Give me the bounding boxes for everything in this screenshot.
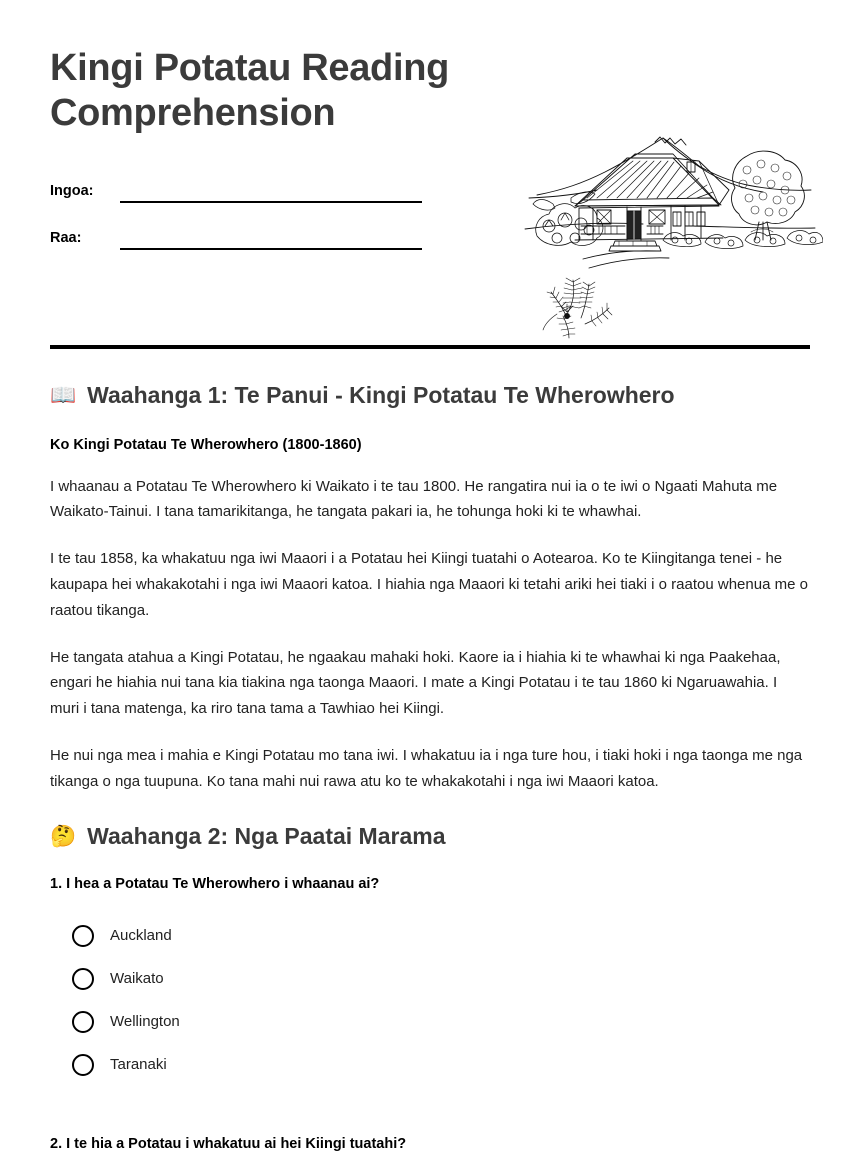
question-1-text: 1. I hea a Potatau Te Wherowhero i whaanau ai? [50,876,380,893]
name-field-label: Ingoa: [50,182,94,199]
passage-paragraph-1: I whaanau a Potatau Te Wherowhero ki Waikato i te tau 1800. He rangatira nui ia o te iwi o Ngaati Mahuta me Waikato-Tainui. I tana tamarikitanga, he tangata pakari ia, he tohunga hoki ki te whawhai. [50,477,778,521]
date-field-input-line[interactable] [120,247,422,250]
worksheet-content [50,382,810,1174]
option-label: Auckland [110,927,172,945]
thinking-face-icon: 🤔 [50,824,77,848]
radio-button-icon[interactable] [72,1054,94,1076]
section-1-heading-text: Waahanga 1: Te Panui - Kingi Potatau Te Wherowhero [87,382,675,408]
option-taranaki[interactable] [72,1043,810,1086]
radio-button-icon[interactable] [72,925,94,947]
option-waikato[interactable] [72,957,810,1000]
radio-button-icon[interactable] [72,1011,94,1033]
option-label: Waikato [110,970,164,988]
radio-button-icon[interactable] [72,968,94,990]
open-book-icon: 📖 [50,384,77,408]
option-wellington[interactable] [72,1000,810,1043]
date-field-row [50,205,422,252]
question-2-text: 2. I te hia a Potatau i whakatuu ai hei Kiingi tuatahi? [50,1136,407,1153]
date-field-label: Raa: [50,229,82,246]
passage-paragraph-3: He tangata atahua a Kingi Potatau, he ngaakau mahaki hoki. Kaore ia i hiahia ki te whawhai ki nga Paakehaa, engari he hiahia nui tana kia tiakina nga taonga Maaori. I mate a Kingi Potatau i te tau 1860 ki Ngaruawahia. I muri i tana matenga, ka riro tana tama a Tawhiao hei Kiingi. [50,648,781,718]
option-label: Taranaki [110,1056,167,1074]
passage-paragraph-4: He nui nga mea i mahia e Kingi Potatau mo tana iwi. I whakatuu ia i nga ture hou, i tiaki hoki i nga taonga me nga tikanga o nga tuupuna. Ko tana mahi nui rawa atu ko te whakakotahi i nga iwi Maaori katoa. [50,746,803,790]
section-1-heading [50,382,810,410]
option-auckland[interactable] [72,914,810,957]
section-2-heading-text: Waahanga 2: Nga Paatai Marama [87,822,446,849]
section-2-heading [50,823,810,851]
student-info-fields [50,158,422,252]
name-field-input-line[interactable] [120,200,422,203]
wharenui-illustration [523,128,823,343]
question-1-options [72,914,810,1086]
page-title: Kingi Potatau Reading Comprehension [50,47,450,134]
passage-subheading: Ko Kingi Potatau Te Wherowhero (1800-1860) [50,436,362,453]
name-field-row [50,158,422,205]
passage-paragraph-2: I te tau 1858, ka whakatuu nga iwi Maaori i a Potatau hei Kiingi tuatahi o Aotearoa. Ko te Kiingitanga tenei - he kaupapa hei whakakotahi i nga iwi Maaori katoa. I hiahia nga Maaori ki tetahi ariki hei tiaki i o raatou whenua me o raatou tikanga. [50,550,808,619]
header-divider [50,345,810,349]
option-label: Wellington [110,1013,180,1031]
